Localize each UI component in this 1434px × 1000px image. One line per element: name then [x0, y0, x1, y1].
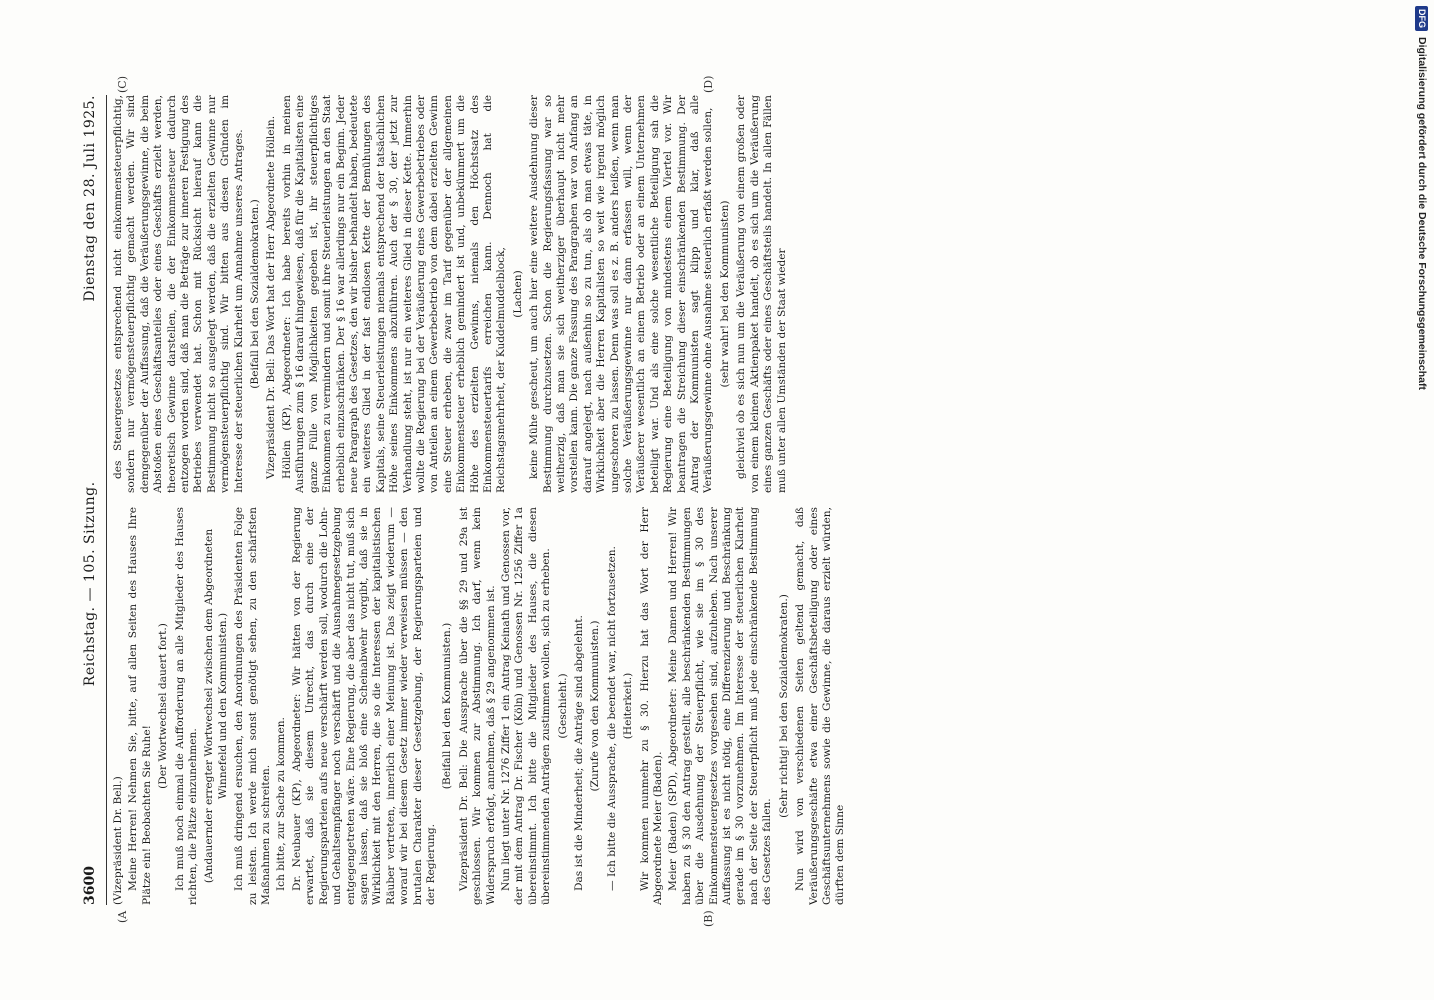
page-number: 3600: [82, 866, 98, 905]
paragraph: Ich bitte, zur Sache zu kommen.: [275, 717, 288, 891]
header-session-title: Reichstag. — 105. Sitzung.: [82, 481, 98, 687]
stage-direction: (Beifall bei den Kommunisten.): [441, 622, 454, 790]
header-date-title: Dienstag den 28. Juli 1925.: [82, 95, 98, 302]
right-text-column: [112, 95, 1372, 493]
paragraph: Ich muß noch einmal die Aufforderung an alle Mitglieder des Hauses richten, die Plätze einzunehmen.: [173, 507, 200, 905]
margin-mark-c: (C): [116, 76, 129, 93]
page-content: [82, 75, 1382, 927]
paragraph: Vizepräsident Dr. Bell: Die Aussprache über die §§ 29 und 29a ist geschlossen. Wir kommen zur Abstimmung. Ich darf, wenn kein Widerspruch erfolgt, annehmen, daß § 29 angenommen ist.: [457, 507, 497, 905]
stage-direction: (sehr wahr! bei den Kommunisten): [718, 200, 731, 388]
header-rule: [106, 95, 107, 905]
paragraph: gleichviel ob es sich nun um die Veräußerung von einem großen oder von einem kleinen Aktienpaket handelt, ob es sich um die Veräußerung eines ganzen Geschäfts oder eines Geschäftsteils handelt. In allen Fällen muß unter allen Umständen der Staat wieder: [735, 95, 788, 493]
digitization-credit-text: Digitalisierung gefördert durch die Deutsche Forschungsgemeinschaft: [1416, 37, 1428, 390]
stage-direction: (Andauernder erregter Wortwechsel zwischen dem Abgeordneten Winnefeld und den Kommunisten.): [203, 528, 229, 884]
margin-mark-b: (B): [702, 910, 715, 927]
paragraph: Nun liegt unter Nr. 1276 Ziffer 1 ein Antrag Keinath und Genossen vor, der mit dem Antrag Dr. Fischer (Köln) und Genossen Nr. 1256 Ziffer 1a übereinstimmt. Ich bitte die Mitglieder des Hauses, die diesen übereinstimmenden Anträgen zustimmen wollen, sich zu erheben.: [499, 507, 553, 905]
paragraph: keine Mühe gescheut, um auch hier eine weitere Ausdehnung dieser Bestimmung durchzusetzen. Schon die Regierungsfassung war so weitherzig, daß man sie sich weitherziger überhaupt nicht mehr vorstellen kann. Die ganze Fassung des Paragraphen war von Anfang an darauf angelegt, nach außenhin so zu tun, als ob man etwas täte, in Wirklichkeit aber die Herren Kapitalisten so weit wie irgend möglich ungeschoren zu lassen. Denn was soll es z. B. anders heißen, wenn man solche Veräußerungsgewinne nur dann erfassen will, wenn der Veräußerer wesentlich an einem Betrieb oder an einem Unternehmen beteiligt war. Und als eine solche wesentliche Beteiligung sah die Regierung eine Beteiligung von mindestens einem Viertel vor. Wir beantragen die Streichung dieser einschränkenden Bestimmung. Der Antrag der Kommunisten sagt klipp und klar, daß alle Veräußerungsgewinne ohne Ausnahme steuerlich erfaßt werden sollen,: [528, 95, 715, 493]
stage-direction: (Der Wortwechsel dauert fort.): [157, 623, 170, 789]
margin-mark-d: (D): [702, 75, 715, 93]
stage-direction: (Zurufe von den Kommunisten.): [589, 620, 602, 792]
digitization-sidebar: [1412, 6, 1432, 994]
paragraph: Das ist die Minderheit; die Anträge sind abgelehnt.: [573, 615, 585, 891]
stage-direction: (Heiterkeit.): [622, 672, 635, 740]
stage-direction: (Geschieht.): [556, 673, 569, 739]
paragraph: Meier (Baden) (SPD), Abgeordneter: Meine Damen und Herren! Wir haben zu § 30 den Antrag gestellt, alle beschränkenden Bestimmungen über die Ausdehnung der Steuerpflicht, wie sie im § 30 des Einkommensteuergesetzes vorgesehen sind, aufzuheben. Nach unserer Auffassung ist es nicht nötig, eine Differenzierung und Beschränkung gerade im § 30 vorzunehmen. Im Interesse der steuerlichen Klarheit nach der Seite der Steuerpflicht muß jede einschränkende Bestimmung des Gesetzes fallen.: [667, 507, 774, 905]
paragraph: Ich muß dringend ersuchen, den Anordnungen des Präsidenten Folge zu leisten. Ich werde mich sonst genötigt sehen, zu den schärfsten Maßnahmen zu schreiten.: [233, 507, 273, 905]
stage-direction: (Lachen): [511, 270, 524, 318]
digitization-note: [1412, 6, 1432, 994]
paragraph: (Vizepräsident Dr. Bell.): [112, 776, 124, 905]
paragraph: des Steuergesetzes entsprechend nicht einkommensteuerpflichtig, sondern nur vermögensteuerpflichtig gemacht werden. Wir sind demgegenüber der Auffassung, daß die Veräußerungsgewinne, die beim Abstoßen eines Geschäftsanteiles oder eines Geschäfts erzielt werden, theoretisch Gewinne darstellen, die der Einkommensteuer dadurch entzogen worden sind, daß man die Beträge zur inneren Festigung des Betriebes verwendet hat. Schon mit Rücksicht hierauf kann die Bestimmung nicht so ausgelegt werden, daß die erzielten Gewinne nur vermögensteuerpflichtig sind. Wir bitten aus diesen Gründen im Interesse der steuerlichen Klarheit um Annahme unseres Antrages.: [112, 95, 245, 493]
dfg-logo: DFG: [1415, 6, 1428, 31]
paragraph: Wir kommen nunmehr zu § 30. Hierzu hat das Wort der Herr Abgeordnete Meier (Baden).: [638, 507, 665, 905]
stage-direction: (Beifall bei den Sozialdemokraten.): [249, 199, 262, 389]
margin-mark-a: (A: [116, 910, 129, 923]
rotated-document-page: [82, 0, 892, 927]
page-header: [82, 95, 106, 905]
paragraph: Vizepräsident Dr. Bell: Das Wort hat der Herr Abgeordnete Höllein.: [265, 115, 278, 479]
paragraph: Nun wird von verschiedenen Seiten geltend gemacht, daß Veräußerungsgeschäfte etwa einer Geschäftsbeteiligung oder eines Geschäftsunternehmens sowie die Gewinne, die daraus erzielt würden, dürften dem Sinne: [794, 507, 847, 905]
paragraph: Höllein (KP), Abgeordneter: Ich habe bereits vorhin in meinen Ausführungen zum § 16 darauf hingewiesen, daß für die Kapitalisten eine ganze Fülle von Möglichkeiten gegeben ist, ihr steuerpflichtiges Einkommen zu vermindern und somit ihre Steuerleistungen an den Staat erheblich einzuschränken. Der § 16 war allerdings nur ein Beginn. Jeder neue Paragraph des Gesetzes, den wir bisher behandelt haben, bedeutete ein weiteres Glied in der fast endlosen Kette der Bemühungen des Kapitals, seine Steuerleistungen niemals entsprechend der tatsächlichen Höhe seines Einkommens abzuführen. Auch der § 30, der jetzt zur Verhandlung steht, ist nur ein weiteres Glied in dieser Kette. Immerhin wollte die Regierung bei der Veräußerung eines Gewerbebetriebes oder von Anteilen an einem Gewerbebetrieb von dem dabei erzielten Gewinn eine Steuer erheben, die zwar im Tarif gegenüber der allgemeinen Einkommensteuer erheblich gemindert ist und, unbekümmert um die Höhe des erzielten Gewinns, niemals den Höchstsatz des Einkommensteuertarifs erreichen kann. Dennoch hat die Reichstagsmehrheit, der Kuddelmuddelblock,: [280, 95, 508, 493]
paragraph: Dr. Neubauer (KP), Abgeordneter: Wir hätten von der Regierung erwartet, daß sie diesem Unrecht, das durch eine der Regierungsparteien aufs neue verschärft werden soll, wodurch die Lohn- und Gehaltsempfänger noch verschärft und die Ausnahmegesetzgebung entgegengetreten wäre. Eine Regierung, die aber das nicht tut, muß sich sagen lassen, daß sie bloß eine Scheinabwehr vorgibt, daß sie in Wirklichkeit mit den Herren, die so die Interessen der kapitalistischen Räuber vertreten, innerlich einer Meinung ist. Das zeigt wiederum — worauf wir bei diesem Gesetz immer wieder verweisen müssen — den brutalen Charakter dieser Gesetzgebung, der Regierungsparteien und der Regierung.: [290, 507, 437, 905]
stage-direction: (Sehr richtig! bei den Sozialdemokraten.): [777, 594, 790, 818]
left-text-column: [112, 507, 1372, 905]
paragraph: — Ich bitte die Aussprache, die beendet war, nicht fortzusetzen.: [605, 546, 618, 891]
paragraph: Meine Herren! Nehmen Sie, bitte, auf allen Seiten des Hauses Ihre Plätze ein! Beobachten Sie Ruhe!: [127, 507, 153, 905]
